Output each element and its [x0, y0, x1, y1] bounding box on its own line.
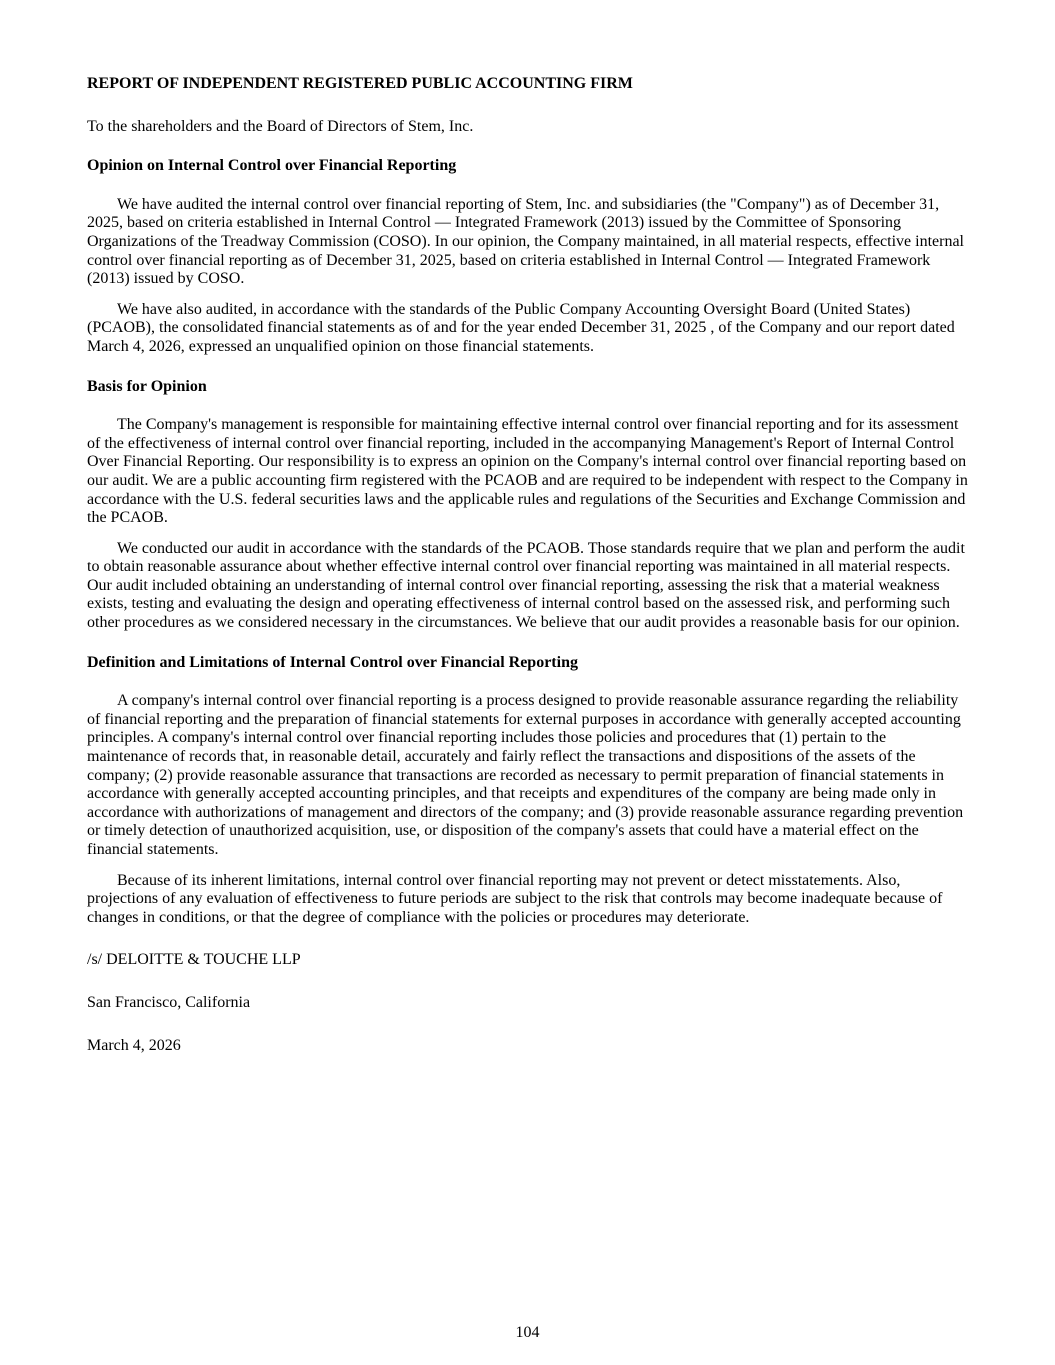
signature-location: San Francisco, California	[87, 993, 251, 1011]
paragraph: We have also audited, in accordance with the standards of the Public Company Accounting Oversight Board (United States) (PCAOB), the consolidated financial statements as of and for the year ended December 31, 2025 , of the Company and our report dated March 4, 2026, expressed an unqualified opinion on those financial statements.	[87, 300, 955, 355]
paragraph: We conducted our audit in accordance with the standards of the PCAOB. Those standards require that we plan and perform the audit to obtain reasonable assurance about whether effective internal control over financial reporting was maintained in all material respects. Our audit included obtaining an understanding of internal control over financial reporting, assessing the risk that a material weakness exists, testing and evaluating the design and operating effectiveness of internal control based on the assessed risk, and performing such other procedures as we considered necessary in the circumstances. We believe that our audit provides a reasonable basis for our opinion.	[87, 539, 965, 632]
signature-date: March 4, 2026	[87, 1036, 181, 1054]
section-heading-basis-for-opinion: Basis for Opinion	[87, 377, 207, 395]
page-number: 104	[515, 1324, 540, 1342]
salutation: To the shareholders and the Board of Directors of Stem, Inc.	[87, 117, 474, 135]
paragraph: We have audited the internal control over financial reporting of Stem, Inc. and subsidiaries (the "Company") as of December 31, 2025, based on criteria established in Internal Control — Integrated Framework (2013) issued by the Committee of Sponsoring Organizations of the Treadway Commission (COSO). In our opinion, the Company maintained, in all material respects, effective internal control over financial reporting as of December 31, 2025, based on criteria established in Internal Control — Integrated Framework (2013) issued by COSO.	[87, 195, 964, 288]
paragraph: Because of its inherent limitations, internal control over financial reporting may not prevent or detect misstatements. Also, projections of any evaluation of effectiveness to future periods are subject to the risk that controls may become inadequate because of changes in conditions, or that the degree of compliance with the policies or procedures may deteriorate.	[87, 871, 943, 926]
section-heading-definition-limitations: Definition and Limitations of Internal Control over Financial Reporting	[87, 653, 578, 671]
paragraph: The Company's management is responsible for maintaining effective internal control over financial reporting and for its assessment of the effectiveness of internal control over financial reporting, included in the accompanying Management's Report of Internal Control Over Financial Reporting. Our responsibility is to express an opinion on the Company's internal control over financial reporting based on our audit. We are a public accounting firm registered with the PCAOB and are required to be independent with respect to the Company in accordance with the U.S. federal securities laws and the applicable rules and regulations of the Securities and Exchange Commission and the PCAOB.	[87, 416, 968, 527]
report-title: REPORT OF INDEPENDENT REGISTERED PUBLIC ACCOUNTING FIRM	[87, 75, 633, 92]
paragraph: A company's internal control over financial reporting is a process designed to provide reasonable assurance regarding the reliability of financial reporting and the preparation of financial statements for external purposes in accordance with generally accepted accounting principles. A company's internal control over financial reporting includes those policies and procedures that (1) pertain to the maintenance of records that, in reasonable detail, accurately and fairly reflect the transactions and dispositions of the assets of the company; (2) provide reasonable assurance that transactions are recorded as necessary to permit preparation of financial statements in accordance with generally accepted accounting principles, and that receipts and expenditures of the company are being made only in accordance with authorizations of management and directors of the company; and (3) provide reasonable assurance regarding prevention or timely detection of unauthorized acquisition, use, or disposition of the company's assets that could have a material effect on the financial statements.	[87, 692, 964, 858]
section-heading-opinion: Opinion on Internal Control over Financial Reporting	[87, 157, 457, 175]
signature-line: /s/ DELOITTE & TOUCHE LLP	[87, 951, 301, 969]
